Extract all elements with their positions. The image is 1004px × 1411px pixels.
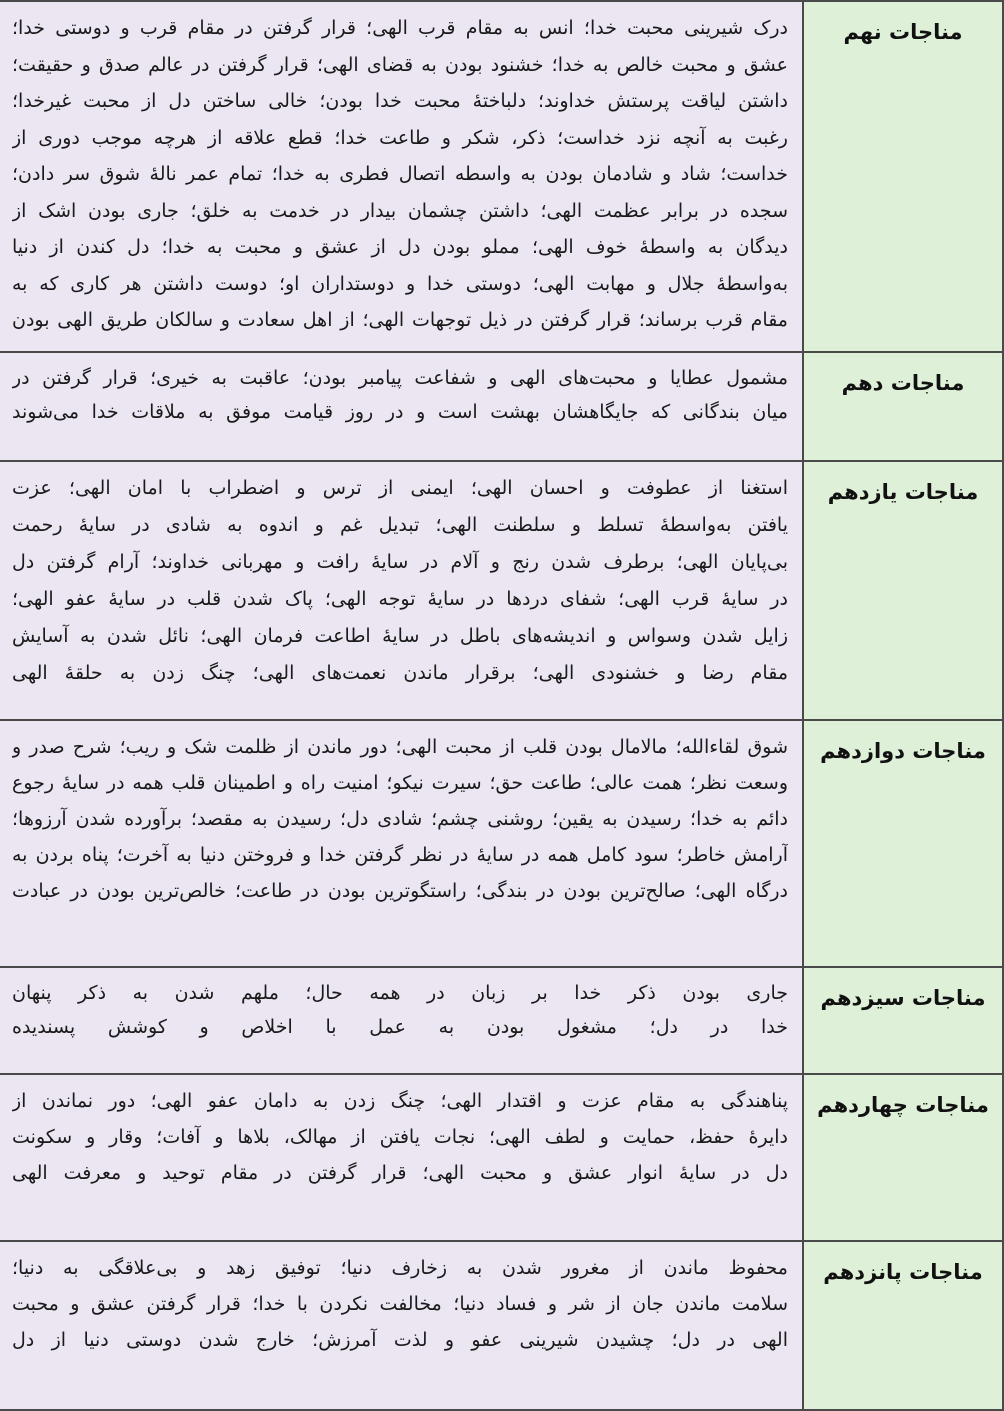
table-row-manajat-12 <box>0 720 1003 967</box>
description-line: دایرهٔ حفظ، حمایت و لطف الهی؛ نجات یافتن از مهالک، بلاها و آفات؛ وقار و سکونت <box>12 1126 788 1148</box>
row-title: مناجات دوازدهم <box>803 720 1003 967</box>
row-title: مناجات دهم <box>803 352 1003 461</box>
description-line: زایل شدن وسواس و اندیشه‌های باطل در سایهٔ اطاعت فرمان الهی؛ نائل شدن به آسایش <box>12 625 788 647</box>
description-line: محفوظ ماندن از مغرور شدن به زخارف دنیا؛ توفیق زهد و بی‌علاقگی به دنیا؛ <box>12 1257 788 1279</box>
description-line: به‌واسطهٔ جلال و مهابت الهی؛ دوستی خدا و دوستداران او؛ دوست داشتن هر کاری که به <box>12 272 788 295</box>
description-line: خدا در دل؛ مشغول بودن به عمل با اخلاص و کوشش پسندیده <box>12 1016 788 1038</box>
row-title: مناجات چهاردهم <box>803 1074 1003 1241</box>
table-row-manajat-14 <box>0 1074 1003 1241</box>
description-line: عشق و محبت خالص به خدا؛ خشنود بودن به قضای الهی؛ قرار گرفتن در عالم صدق و حقیقت؛ <box>12 53 788 76</box>
table-row-manajat-9 <box>0 1 1003 352</box>
description-line: شوق لقاءالله؛ مالامال بودن قلب از محبت الهی؛ دور ماندن از ظلمت شک و ریب؛ شرح صدر و <box>12 736 788 758</box>
row-description <box>0 352 803 461</box>
description-line: درک شیرینی محبت خدا؛ انس به مقام قرب الهی؛ قرار گرفتن در مقام قرب و دوستی خدا؛ <box>12 17 788 39</box>
description-line: جاری بودن ذکر خدا بر زبان در همه حال؛ ملهم شدن به ذکر پنهان <box>12 982 788 1004</box>
description-line: مشمول عطایا و محبت‌های الهی و شفاعت پیامبر بودن؛ عاقبت به خیری؛ قرار گرفتن در <box>12 367 788 389</box>
description-line: وسعت نظر؛ همت عالی؛ طاعت حق؛ سیرت نیکو؛ امنیت راه و اطمینان قلب همه در سایهٔ رجوع <box>12 772 788 794</box>
description-line: دل در سایهٔ انوار عشق و محبت الهی؛ قرار گرفتن در مقام توحید و معرفت الهی <box>12 1162 788 1184</box>
description-line: آرامش خاطر؛ سود کامل همه در سایهٔ در نظر گرفتن خدا و فروختن دنیا به آخرت؛ پناه بردن به <box>12 844 788 866</box>
description-line: الهی در دل؛ چشیدن شیرینی عفو و لذت آمرزش؛ خارج شدن دوستی دنیا از دل <box>12 1329 788 1351</box>
row-description <box>0 1074 803 1241</box>
row-description <box>0 720 803 967</box>
table-row-manajat-15 <box>0 1241 1003 1410</box>
description-line: پناهندگی به مقام عزت و اقتدار الهی؛ چنگ زدن به دامان عفو الهی؛ دور نماندن از <box>12 1090 788 1112</box>
description-line: استغنا از عطوفت و احسان الهی؛ ایمنی از ترس و اضطراب با امان الهی؛ عزت <box>12 477 788 499</box>
description-line: خداست؛ شاد و شادمان بودن به واسطه اتصال فطری به خدا؛ تمام عمر نالهٔ شوق سر دادن؛ <box>12 163 788 185</box>
table-row-manajat-10 <box>0 352 1003 461</box>
row-title: مناجات پانزدهم <box>803 1241 1003 1410</box>
description-line: مقام قرب برساند؛ قرار گرفتن در ذیل توجهات الهی؛ از اهل سعادت و سالکان طریق الهی بودن <box>12 309 788 331</box>
description-line: درگاه الهی؛ صالح‌ترین بودن در بندگی؛ راستگوترین بودن در طاعت؛ خالص‌ترین بودن در عبادت <box>12 880 788 902</box>
description-line: در سایهٔ قرب الهی؛ شفای دردها در سایهٔ توجه الهی؛ پاک شدن قلب در سایهٔ عفو الهی؛ <box>12 588 788 610</box>
row-title: مناجات سیزدهم <box>803 967 1003 1074</box>
description-line: دائم به خدا؛ رسیدن به یقین؛ روشنی چشم؛ شادی دل؛ رسیدن به مقصد؛ برآورده شدن آرزوها؛ <box>12 808 788 830</box>
description-line: رغبت به آنچه نزد خداست؛ ذکر، شکر و طاعت خدا؛ قطع علاقه از هرچه موجب دوری از <box>12 126 788 149</box>
row-title: مناجات یازدهم <box>803 461 1003 720</box>
description-line: دیدگان به واسطهٔ خوف الهی؛ مملو بودن دل از عشق و محبت به خدا؛ دل کندن از دنیا <box>12 236 788 258</box>
description-line: میان بندگانی که جایگاهشان بهشت است و در روز قیامت موفق به ملاقات خدا می‌شوند <box>12 401 788 423</box>
table-row-manajat-13 <box>0 967 1003 1074</box>
row-description <box>0 967 803 1074</box>
description-line: بی‌پایان الهی؛ برطرف شدن رنج و آلام در سایهٔ رافت و مهربانی خداوند؛ آرام گرفتن دل <box>12 551 788 573</box>
table-row-manajat-11 <box>0 461 1003 720</box>
row-description <box>0 1241 803 1410</box>
row-title: مناجات نهم <box>803 1 1003 352</box>
row-description <box>0 1 803 352</box>
description-line: داشتن لیاقت پرستش خداوند؛ دلباختهٔ محبت خدا بودن؛ خالی ساختن دل از محبت غیرخدا؛ <box>12 90 788 112</box>
description-line: سلامت ماندن جان از شر و فساد دنیا؛ مخالفت نکردن با خدا؛ قرار گرفتن عشق و محبت <box>12 1293 788 1315</box>
row-description <box>0 461 803 720</box>
description-line: یافتن به‌واسطهٔ تسلط و سلطنت الهی؛ تبدیل غم و اندوه به شادی در سایهٔ رحمت <box>12 514 788 536</box>
description-line: مقام رضا و خشنودی الهی؛ برقرار ماندن نعمت‌های الهی؛ چنگ زدن به حلقهٔ الهی <box>12 662 788 684</box>
description-line: سجده در برابر عظمت الهی؛ داشتن چشمان بیدار در خدمت به خلق؛ جاری بودن اشک از <box>12 199 788 222</box>
